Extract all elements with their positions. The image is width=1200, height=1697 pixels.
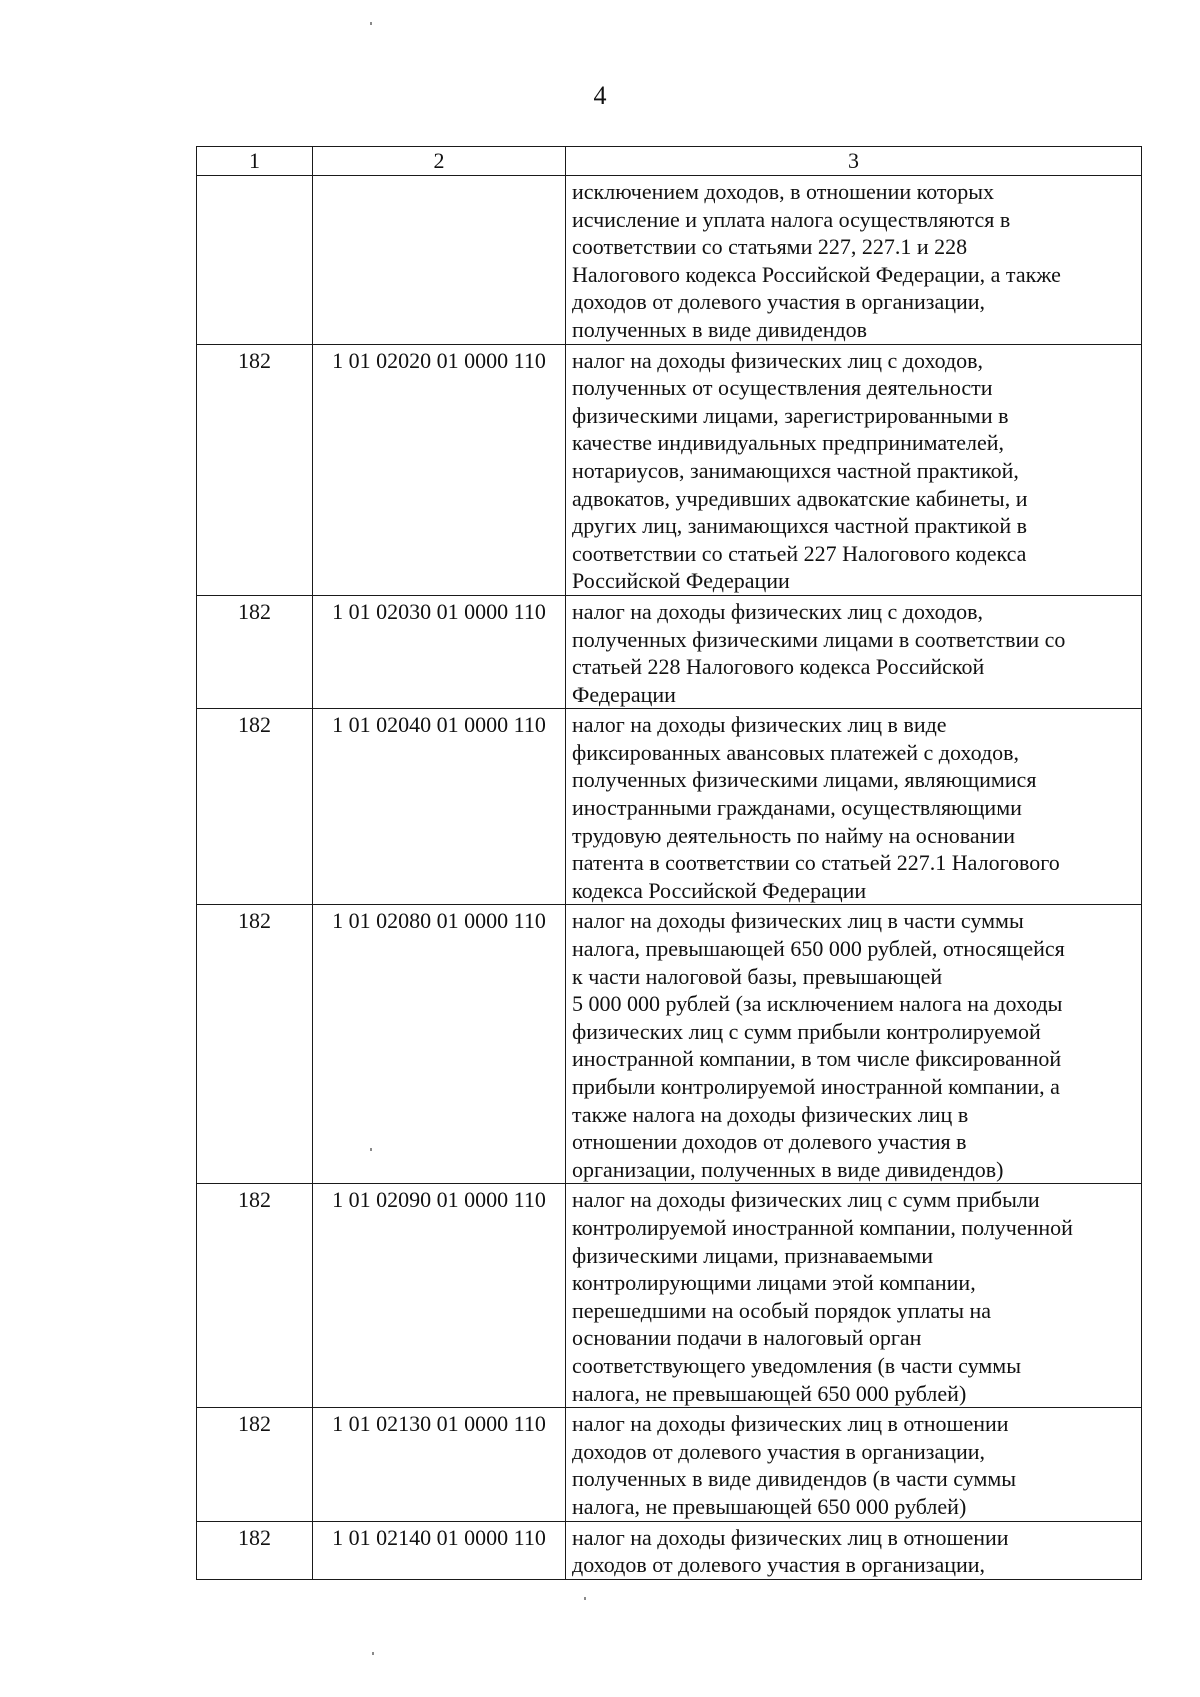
table-row (197, 1184, 1142, 1408)
description-line: Федерации (572, 681, 676, 707)
budget-classification-table (196, 146, 1142, 1580)
admin-code-cell: 182 (197, 1184, 313, 1408)
description-line: отношении доходов от долевого участия в (572, 1129, 967, 1155)
income-description-cell (566, 905, 1142, 1184)
description-line: кодекса Российской Федерации (572, 877, 867, 903)
description-line: соответствии со статьей 227 Налогового кодекса (572, 540, 1027, 566)
description-line: контролируемой иностранной компании, полученной (572, 1214, 1073, 1240)
description-line: соответствии со статьями 227, 227.1 и 228 (572, 234, 968, 260)
description-line: трудовую деятельность по найму на основании (572, 822, 1015, 848)
admin-code-cell: 182 (197, 344, 313, 595)
description-line: налог на доходы физических лиц в отношении (572, 1411, 1009, 1437)
admin-code-cell (197, 176, 313, 345)
admin-code-cell: 182 (197, 595, 313, 708)
budget-code-cell: 1 01 02040 01 0000 110 (313, 709, 566, 905)
description-line: к части налоговой базы, превышающей (572, 963, 943, 989)
budget-code-cell (313, 176, 566, 345)
description-line: полученных физическими лицами в соответствии со (572, 626, 1066, 652)
table-header (197, 147, 1142, 176)
description-line: физическими лицами, зарегистрированными в (572, 402, 1009, 428)
description-line: основании подачи в налоговый орган (572, 1325, 922, 1351)
description-line: доходов от долевого участия в организации, (572, 1552, 986, 1578)
description-line: также налога на доходы физических лиц в (572, 1101, 969, 1127)
column-header-2: 2 (313, 147, 566, 176)
budget-code-cell: 1 01 02080 01 0000 110 (313, 905, 566, 1184)
description-line: полученных в виде дивидендов (572, 316, 868, 342)
income-description-cell (566, 709, 1142, 905)
description-line: физическими лицами, признаваемыми (572, 1242, 934, 1268)
description-line: Российской Федерации (572, 568, 790, 594)
income-description-cell (566, 595, 1142, 708)
description-line: исключением доходов, в отношении которых (572, 179, 995, 204)
column-header-1: 1 (197, 147, 313, 176)
description-line: налога, превышающей 650 000 рублей, относящейся (572, 936, 1065, 962)
budget-code-cell: 1 01 02090 01 0000 110 (313, 1184, 566, 1408)
description-line: налог на доходы физических лиц в отношении (572, 1524, 1009, 1550)
income-description-cell (566, 176, 1142, 345)
description-line: иностранной компании, в том числе фиксированной (572, 1046, 1062, 1072)
table-row (197, 595, 1142, 708)
table-row (197, 905, 1142, 1184)
description-line: фиксированных авансовых платежей с доходов, (572, 739, 1020, 765)
income-description-cell (566, 1408, 1142, 1521)
table-row (197, 176, 1142, 345)
admin-code-cell: 182 (197, 709, 313, 905)
description-line: Налогового кодекса Российской Федерации, а также (572, 261, 1061, 287)
page-number: 4 (593, 81, 607, 110)
description-line: контролирующими лицами этой компании, (572, 1270, 976, 1296)
scan-speck (584, 1597, 586, 1600)
scan-speck (372, 1652, 374, 1655)
table-row (197, 1521, 1142, 1579)
description-line: перешедшими на особый порядок уплаты на (572, 1297, 992, 1323)
description-line: организации, полученных в виде дивидендов) (572, 1156, 1004, 1182)
column-header-3: 3 (566, 147, 1142, 176)
description-line: адвокатов, учредивших адвокатские кабинеты, и (572, 485, 1028, 511)
budget-code-cell: 1 01 02130 01 0000 110 (313, 1408, 566, 1521)
income-description-cell (566, 344, 1142, 595)
description-line: 5 000 000 рублей (за исключением налога на доходы (572, 991, 1063, 1017)
description-line: доходов от долевого участия в организации, (572, 289, 986, 315)
table-row (197, 709, 1142, 905)
income-description-cell (566, 1521, 1142, 1579)
description-line: налог на доходы физических лиц с сумм прибыли (572, 1187, 1040, 1213)
description-line: соответствующего уведомления (в части суммы (572, 1352, 1021, 1378)
description-line: патента в соответствии со статьей 227.1 Налогового (572, 850, 1060, 876)
table-row (197, 1408, 1142, 1521)
description-line: налог на доходы физических лиц в части суммы (572, 908, 1024, 934)
admin-code-cell: 182 (197, 1408, 313, 1521)
header-row (197, 147, 1142, 176)
budget-code-cell: 1 01 02030 01 0000 110 (313, 595, 566, 708)
description-line: полученных в виде дивидендов (в части суммы (572, 1466, 1017, 1492)
description-line: прибыли контролируемой иностранной компании, а (572, 1074, 1060, 1099)
scan-speck (370, 1148, 372, 1151)
admin-code-cell: 182 (197, 1521, 313, 1579)
budget-code-cell: 1 01 02020 01 0000 110 (313, 344, 566, 595)
description-line: налога, не превышающей 650 000 рублей) (572, 1493, 967, 1519)
description-line: статьей 228 Налогового кодекса Российской (572, 654, 985, 680)
table-body (197, 176, 1142, 1580)
description-line: налог на доходы физических лиц с доходов, (572, 598, 984, 624)
description-line: других лиц, занимающихся частной практикой в (572, 513, 1027, 539)
description-line: иностранными гражданами, осуществляющими (572, 795, 1022, 821)
income-description-cell (566, 1184, 1142, 1408)
admin-code-cell: 182 (197, 905, 313, 1184)
description-line: физических лиц с сумм прибыли контролируемой (572, 1018, 1041, 1044)
description-line: налога, не превышающей 650 000 рублей) (572, 1380, 967, 1406)
table-row (197, 344, 1142, 595)
description-line: полученных от осуществления деятельности (572, 375, 993, 401)
description-line: налог на доходы физических лиц в виде (572, 712, 947, 738)
budget-code-cell: 1 01 02140 01 0000 110 (313, 1521, 566, 1579)
scan-speck (370, 22, 372, 25)
description-line: качестве индивидуальных предпринимателей, (572, 430, 1005, 456)
description-line: полученных физическими лицами, являющимися (572, 767, 1037, 793)
description-line: налог на доходы физических лиц с доходов, (572, 347, 984, 373)
description-line: доходов от долевого участия в организации, (572, 1438, 986, 1464)
description-line: исчисление и уплата налога осуществляются в (572, 206, 1011, 232)
description-line: нотариусов, занимающихся частной практикой, (572, 457, 1019, 483)
